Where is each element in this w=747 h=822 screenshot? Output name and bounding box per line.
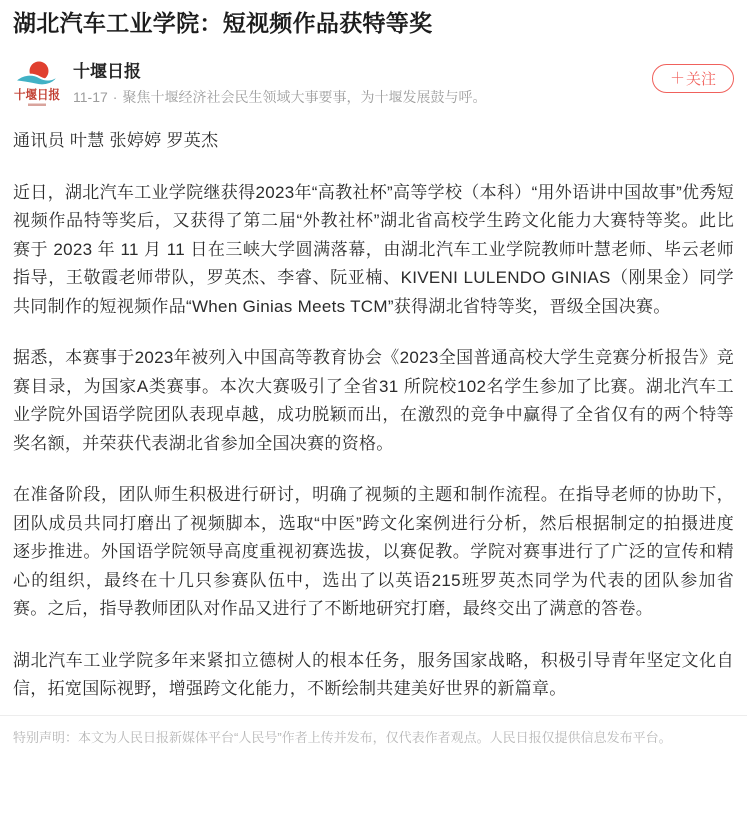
divider [0,715,747,716]
author-name[interactable]: 十堰日报 [73,62,141,81]
shiyan-daily-logo [13,60,61,110]
paragraph-3: 在准备阶段，团队师生积极进行研讨，明确了视频的主题和制作流程。在指导老师的协助下，团队成员共同打磨出了视频脚本，选取“中医”跨文化案例进行分析，然后根据制定的拍摄进度逐步推进。外国语学院领导高度重视初赛选拔，以赛促教。学院对赛事进行了广泛的宣传和精心的组织，最终在十几只参赛队伍中，选出了以英语215班罗英杰同学为代表的团队参加省赛。之后，指导教师团队对作品又进行了不断地研究打磨，最终交出了满意的答卷。 [13,485,734,618]
publish-date: 11-17 [73,89,108,105]
follow-button[interactable] [652,64,734,93]
author-row [13,60,734,110]
paragraph-4: 湖北汽车工业学院多年来紧扣立德树人的根本任务，服务国家战略，积极引导青年坚定文化自信，拓宽国际视野，增强跨文化能力，不断绘制共建美好世界的新篇章。 [13,650,734,698]
disclaimer: 特别声明：本文为人民日报新媒体平台“人民号”作者上传并发布，仅代表作者观点。人民日报仅提供信息发布平台。 [13,729,672,745]
author-avatar[interactable] [13,60,61,110]
paragraph-correspondents: 通讯员 叶慧 张婷婷 罗英杰 [13,131,219,150]
article-body [13,127,734,704]
article-title: 湖北汽车工业学院：短视频作品获特等奖 [13,10,433,36]
plus-icon: ＋ [669,70,685,87]
follow-label: 关注 [686,71,717,88]
paragraph-2: 据悉，本赛事于2023年被列入中国高等教育协会《2023全国普通高校大学生竞赛分析报告》竞赛目录，为国家A类赛事。本次大赛吸引了全省31 所院校102名学生参加了比赛。湖北汽车工业学院外国语学院团队表现卓越，成功脱颖而出，在激烈的竞争中赢得了全省仅有的两个特等奖名额，并荣获代表湖北省参加全国决赛的资格。 [13,348,734,453]
author-info [73,60,652,106]
logo-subtext-mark [28,104,46,107]
logo-wave-icon [15,75,59,86]
paragraph-1: 近日，湖北汽车工业学院继获得2023年“高教社杯”高等学校（本科）“用外语讲中国故事”优秀短视频作品特等奖后，又获得了第二届“外教社杯”湖北省高校学生跨文化能力大赛特等奖。此比赛于 2023 年 11 月 11 日在三峡大学圆满落幕，由湖北汽车工业学院教师叶慧老师、毕云老师指导，王敬霞老师带队，罗英杰、李睿、阮亚楠、KIVENI LULENDO GINIAS（刚果金）同学共同制作的短视频作品“When Ginias Meets TCM”获得湖北省特等奖，晋级全国决赛。 [13,182,734,316]
author-description: 聚焦十堰经济社会民生领域大事要事，为十堰发展鼓与呼。 [122,89,487,105]
meta-separator: · [112,89,118,105]
author-meta [73,88,652,106]
logo-text: 十堰日报 [14,87,61,102]
